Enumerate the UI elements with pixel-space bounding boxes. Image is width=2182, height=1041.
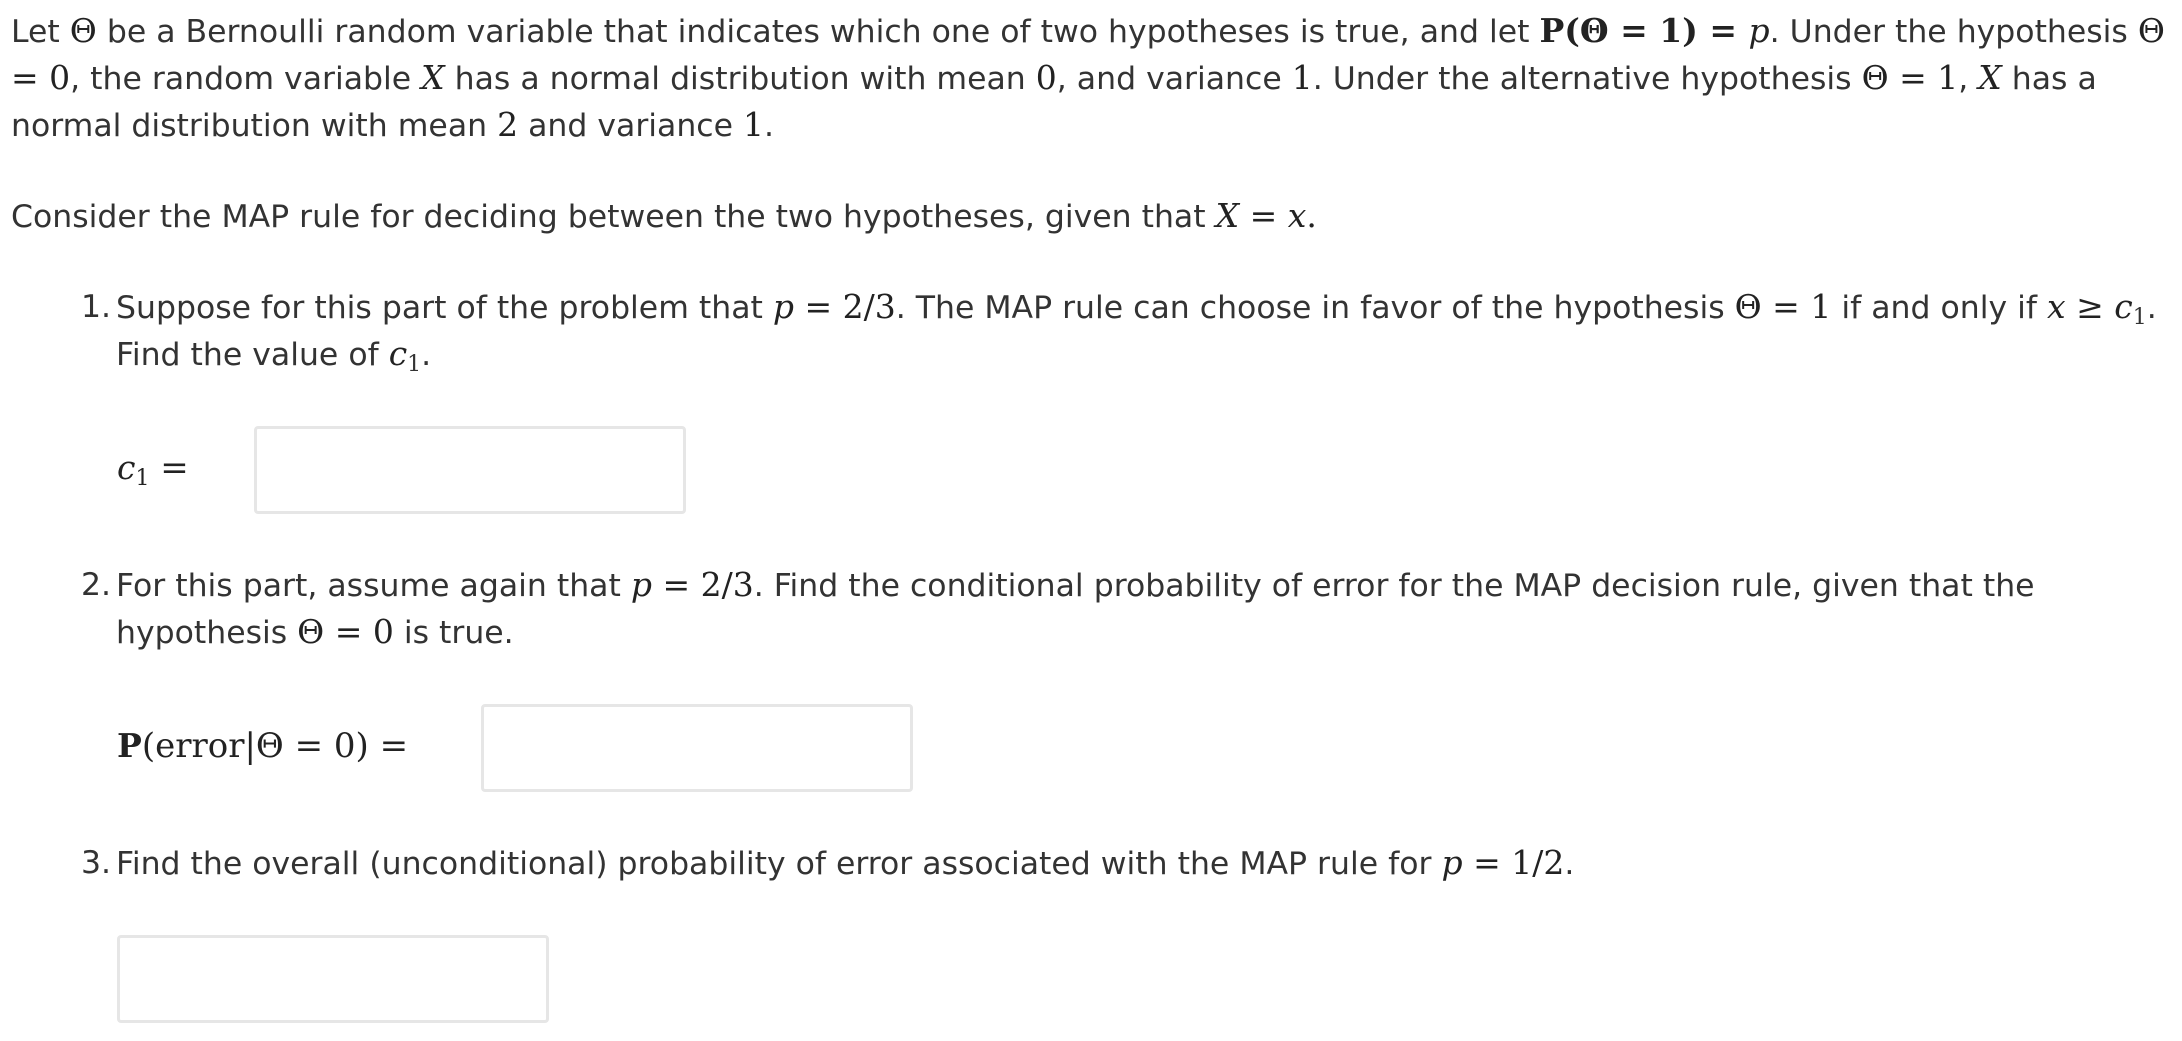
answer-row-1 (117, 426, 2171, 518)
p-symbol: p (1441, 843, 1463, 882)
c-subscript-2: 1 (407, 352, 422, 377)
part-2-text-c: is true. (393, 615, 514, 651)
intro-text-11: . (764, 108, 775, 144)
answer-label-c1 (117, 448, 189, 491)
c-symbol-2: c (388, 334, 408, 373)
x-variable-3: X (1215, 196, 1240, 235)
part-number: 3. (81, 845, 112, 881)
part-number: 1. (81, 289, 112, 325)
p-value: = 1/2 (1462, 843, 1565, 882)
problem-intro (11, 8, 2171, 149)
answer-label-error-given-theta0 (117, 726, 408, 766)
hypothesis-1: Θ = 1 (1861, 58, 1959, 97)
part-2-text (116, 562, 2171, 656)
problem-content (11, 0, 2171, 1027)
x-variable-2: X (1978, 58, 2002, 97)
prob-symbol: P (117, 726, 142, 765)
c-subscript: 1 (2132, 305, 2147, 330)
part-1-text-a: Suppose for this part of the problem that (116, 290, 773, 326)
part-3-text (116, 840, 2171, 887)
equals-sign: = (149, 448, 189, 488)
theta-symbol: Θ (69, 11, 97, 50)
map-rule-statement (11, 193, 2171, 240)
p-value: = 2/3 (794, 287, 896, 326)
consider-text-1: Consider the MAP rule for deciding between the two hypotheses, given that (11, 199, 1216, 235)
variance-1: 1 (743, 105, 765, 144)
p-symbol: p (630, 565, 652, 604)
overall-error-answer-input[interactable] (117, 935, 549, 1023)
p-value: = 2/3 (651, 565, 754, 604)
part-1-text-c: if and only if (1831, 290, 2047, 326)
question-part-3 (11, 840, 2171, 887)
intro-text-8: , (1958, 61, 1979, 97)
equals-sign: = (1239, 196, 1288, 235)
p-symbol: p (772, 287, 794, 326)
answer-row-2 (117, 704, 2171, 796)
x-value: x (1287, 196, 1307, 235)
part-1-text-e: . (421, 337, 432, 373)
consider-period: . (1306, 196, 1317, 235)
hypothesis-0: Θ = 0 (297, 612, 394, 651)
c-subscript: 1 (135, 466, 150, 491)
x-value: x (2046, 287, 2066, 326)
intro-text-3: . Under the hypothesis (1769, 14, 2138, 50)
geq-sign: ≥ (2065, 287, 2115, 326)
intro-text-1: Let (11, 14, 70, 50)
conditional-error-answer-input[interactable] (481, 704, 913, 792)
part-2-text-b: . Find the conditional probability of error for the MAP decision rule, given that the hypothesis (116, 568, 2035, 651)
intro-text-9: has a normal distribution with mean (11, 61, 2097, 144)
hypothesis-1: Θ = 1 (1734, 287, 1832, 326)
part-2-text-a: For this part, assume again that (116, 568, 631, 604)
part-number: 2. (81, 567, 112, 603)
p-symbol: p (1748, 11, 1770, 50)
prob-expression: P(Θ = 1) = (1539, 11, 1749, 50)
question-part-1 (11, 284, 2171, 378)
c-symbol: c (117, 448, 136, 487)
intro-text-5: has a normal distribution with mean (444, 61, 1036, 97)
intro-text-10: and variance (518, 108, 744, 144)
x-variable: X (421, 58, 445, 97)
question-parts (11, 284, 2171, 378)
part-3-text-a: Find the overall (unconditional) probability of error associated with the MAP rule for (116, 846, 1442, 882)
part-3-text-b: . (1564, 846, 1575, 882)
conditional-error-expr: (error|Θ = 0) = (141, 726, 409, 766)
mean-1: 2 (497, 105, 519, 144)
part-1-text (116, 284, 2171, 378)
question-part-2 (11, 562, 2171, 656)
hypothesis-0: Θ = 0 (11, 11, 2165, 97)
c-symbol: c (2114, 287, 2133, 326)
mean-0: 0 (1035, 58, 1057, 97)
question-parts-3 (11, 840, 2171, 887)
answer-row-3 (117, 935, 2171, 1027)
question-parts-2 (11, 562, 2171, 656)
c1-answer-input[interactable] (254, 426, 686, 514)
part-1-text-b: . The MAP rule can choose in favor of the hypothesis (895, 290, 1735, 326)
intro-text-7: . Under the alternative hypothesis (1312, 61, 1862, 97)
intro-text-2: be a Bernoulli random variable that indicates which one of two hypotheses is true, and let (96, 14, 1540, 50)
part-1-text-d: . Find the value of (116, 290, 2157, 373)
intro-text-6: , and variance (1056, 61, 1292, 97)
intro-text-4: , the random variable (70, 61, 422, 97)
variance-0: 1 (1291, 58, 1313, 97)
